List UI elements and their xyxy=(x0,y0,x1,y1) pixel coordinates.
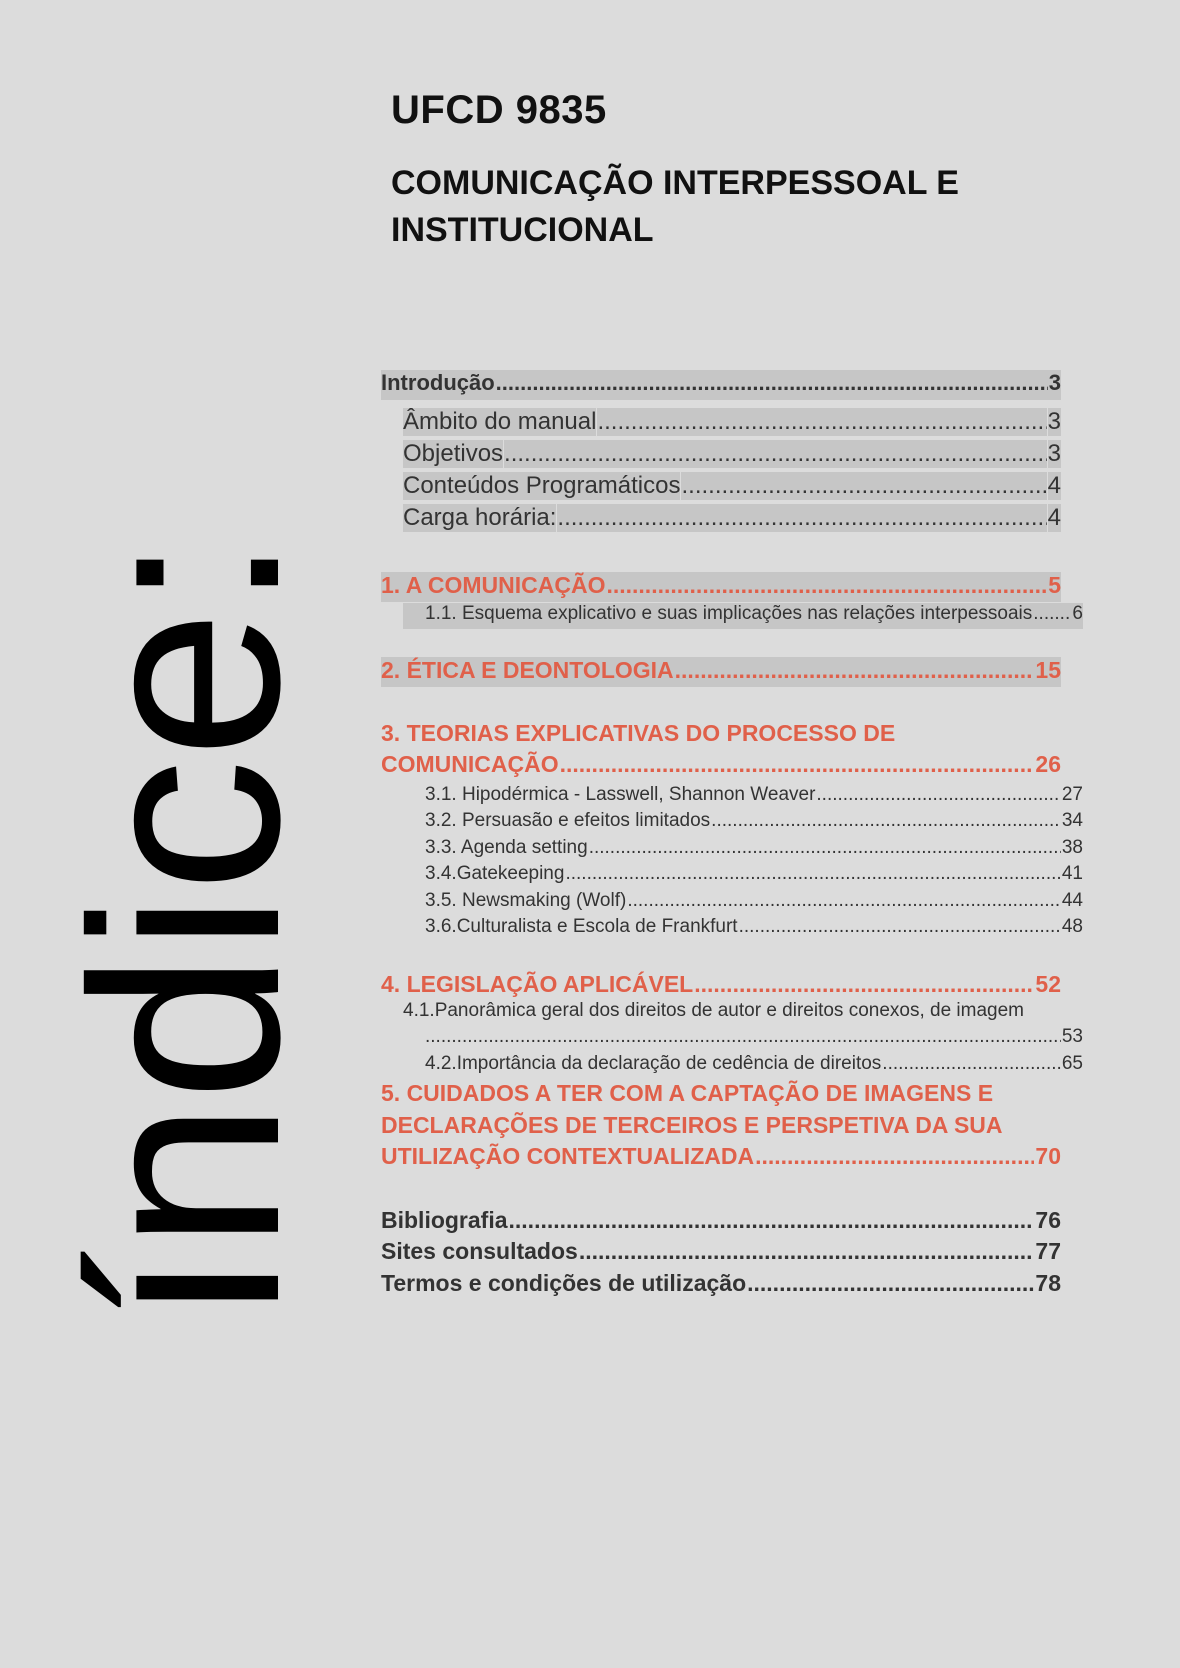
toc-label: 3.2. Persuasão e efeitos limitados xyxy=(425,810,711,831)
toc-leader xyxy=(504,440,1047,468)
toc-page-number: 77 xyxy=(1035,1238,1061,1264)
toc-label: COMUNICAÇÃO xyxy=(381,751,559,777)
toc-leader xyxy=(597,408,1046,436)
toc-leader xyxy=(755,1143,1034,1170)
toc-label: UTILIZAÇÃO CONTEXTUALIZADA xyxy=(381,1143,755,1169)
toc-label: 3.4.Gatekeeping xyxy=(425,863,565,884)
toc-page-number: 27 xyxy=(1061,784,1083,805)
toc-page-number: 3 xyxy=(1047,440,1061,467)
toc-entry-sites[interactable] xyxy=(381,1238,1061,1268)
toc-label: 4.2.Importância da declaração de cedência de direitos xyxy=(425,1053,882,1074)
toc-entry[interactable] xyxy=(403,784,1083,810)
toc-leader xyxy=(425,1026,1061,1048)
toc-leader xyxy=(739,916,1061,938)
index-heading-text: índice: xyxy=(35,535,335,1325)
toc-entry-line[interactable]: 4.1.Panorâmica geral dos direitos de autor e direitos conexos, de imagem xyxy=(403,1000,1025,1021)
toc-leader xyxy=(589,837,1061,859)
toc-label: 1. A COMUNICAÇÃO xyxy=(381,572,606,598)
toc-chapter-1[interactable] xyxy=(381,572,1061,602)
toc-page-number: 78 xyxy=(1035,1270,1061,1296)
toc-chapter-3[interactable] xyxy=(381,751,1061,781)
toc-chapter-5-line[interactable]: 5. CUIDADOS A TER COM A CAPTAÇÃO DE IMAGENS E xyxy=(381,1080,994,1106)
toc-page-number: 4 xyxy=(1047,504,1061,531)
toc-entry[interactable] xyxy=(403,603,1083,629)
toc-page-number: 53 xyxy=(1061,1026,1083,1047)
toc-label: Bibliografia xyxy=(381,1207,508,1233)
toc-page-number: 3 xyxy=(1048,370,1061,395)
index-side-heading xyxy=(35,520,335,1340)
toc-label: Carga horária: xyxy=(403,504,557,531)
toc-entry[interactable] xyxy=(381,472,1061,502)
toc-page-number: 52 xyxy=(1035,971,1061,997)
toc-entry[interactable] xyxy=(403,863,1083,889)
toc-entry[interactable] xyxy=(403,916,1083,942)
unit-title-line: COMUNICAÇÃO INTERPESSOAL E xyxy=(391,164,959,202)
toc-entry[interactable] xyxy=(403,1053,1083,1079)
toc-label: Âmbito do manual xyxy=(403,408,597,435)
toc-label: 3.1. Hipodérmica - Lasswell, Shannon Weaver xyxy=(425,784,816,805)
toc-chapter-5-line[interactable]: DECLARAÇÕES DE TERCEIROS E PERSPETIVA DA SUA xyxy=(381,1112,1003,1138)
toc-leader xyxy=(579,1238,1035,1265)
toc-page-number: 34 xyxy=(1061,810,1083,831)
toc-chapter-2[interactable] xyxy=(381,657,1061,687)
toc-leader xyxy=(747,1270,1034,1297)
toc-leader xyxy=(711,810,1061,832)
toc-label: Introdução xyxy=(381,370,495,395)
toc-page-number: 65 xyxy=(1061,1053,1083,1074)
toc-page-number: 5 xyxy=(1048,572,1061,598)
toc-label: Objetivos xyxy=(403,440,504,467)
unit-title-line: INSTITUCIONAL xyxy=(391,211,654,249)
toc-entry-terms[interactable] xyxy=(381,1270,1061,1300)
toc-label: 1.1. Esquema explicativo e suas implicações nas relações interpessoais xyxy=(425,603,1033,624)
toc-chapter-3-line[interactable]: 3. TEORIAS EXPLICATIVAS DO PROCESSO DE xyxy=(381,720,896,746)
toc-chapter-4[interactable] xyxy=(381,971,1061,1001)
toc-label: Sites consultados xyxy=(381,1238,578,1264)
toc-leader xyxy=(627,890,1061,912)
toc-page-number: 44 xyxy=(1061,890,1083,911)
toc-leader xyxy=(816,784,1060,806)
toc-page-number: 6 xyxy=(1072,603,1083,624)
toc-leader xyxy=(560,751,1035,778)
toc-entry[interactable] xyxy=(403,810,1083,836)
toc-entry-intro[interactable] xyxy=(381,370,1061,400)
toc-page-number: 3 xyxy=(1047,408,1061,435)
toc-entry[interactable] xyxy=(381,440,1061,470)
toc-chapter-5[interactable] xyxy=(381,1143,1061,1173)
toc-entry[interactable] xyxy=(403,837,1083,863)
toc-leader xyxy=(681,472,1046,500)
toc-entry[interactable] xyxy=(403,1026,1083,1052)
toc-page-number: 41 xyxy=(1061,863,1083,884)
toc-leader xyxy=(565,863,1060,885)
toc-leader xyxy=(509,1207,1035,1234)
toc-page-number: 38 xyxy=(1061,837,1083,858)
toc-leader xyxy=(496,370,1048,396)
toc-label: Conteúdos Programáticos xyxy=(403,472,681,499)
toc-page-number: 70 xyxy=(1035,1143,1061,1169)
toc-label: 3.3. Agenda setting xyxy=(425,837,588,858)
toc-page-number: 26 xyxy=(1035,751,1061,777)
toc-entry[interactable] xyxy=(381,408,1061,438)
toc-leader xyxy=(882,1053,1061,1075)
toc-label: 3.6.Culturalista e Escola de Frankfurt xyxy=(425,916,738,937)
toc-leader xyxy=(557,504,1046,532)
toc-leader xyxy=(1033,603,1071,625)
toc-label: Termos e condições de utilização xyxy=(381,1270,747,1296)
toc-leader xyxy=(606,572,1047,599)
toc-entry[interactable] xyxy=(381,504,1061,534)
toc-label: 2. ÉTICA E DEONTOLOGIA xyxy=(381,657,674,683)
unit-title xyxy=(391,160,1031,254)
toc-label: 4. LEGISLAÇÃO APLICÁVEL xyxy=(381,971,694,997)
toc-page-number: 15 xyxy=(1035,657,1061,683)
toc-entry-bibliography[interactable] xyxy=(381,1207,1061,1237)
toc-page-number: 48 xyxy=(1061,916,1083,937)
toc-label: 3.5. Newsmaking (Wolf) xyxy=(425,890,627,911)
toc-page-number: 76 xyxy=(1035,1207,1061,1233)
unit-code: UFCD 9835 xyxy=(391,88,607,132)
toc-page-number: 4 xyxy=(1047,472,1061,499)
toc-leader xyxy=(694,971,1034,998)
toc-entry[interactable] xyxy=(403,890,1083,916)
toc-leader xyxy=(675,657,1035,684)
